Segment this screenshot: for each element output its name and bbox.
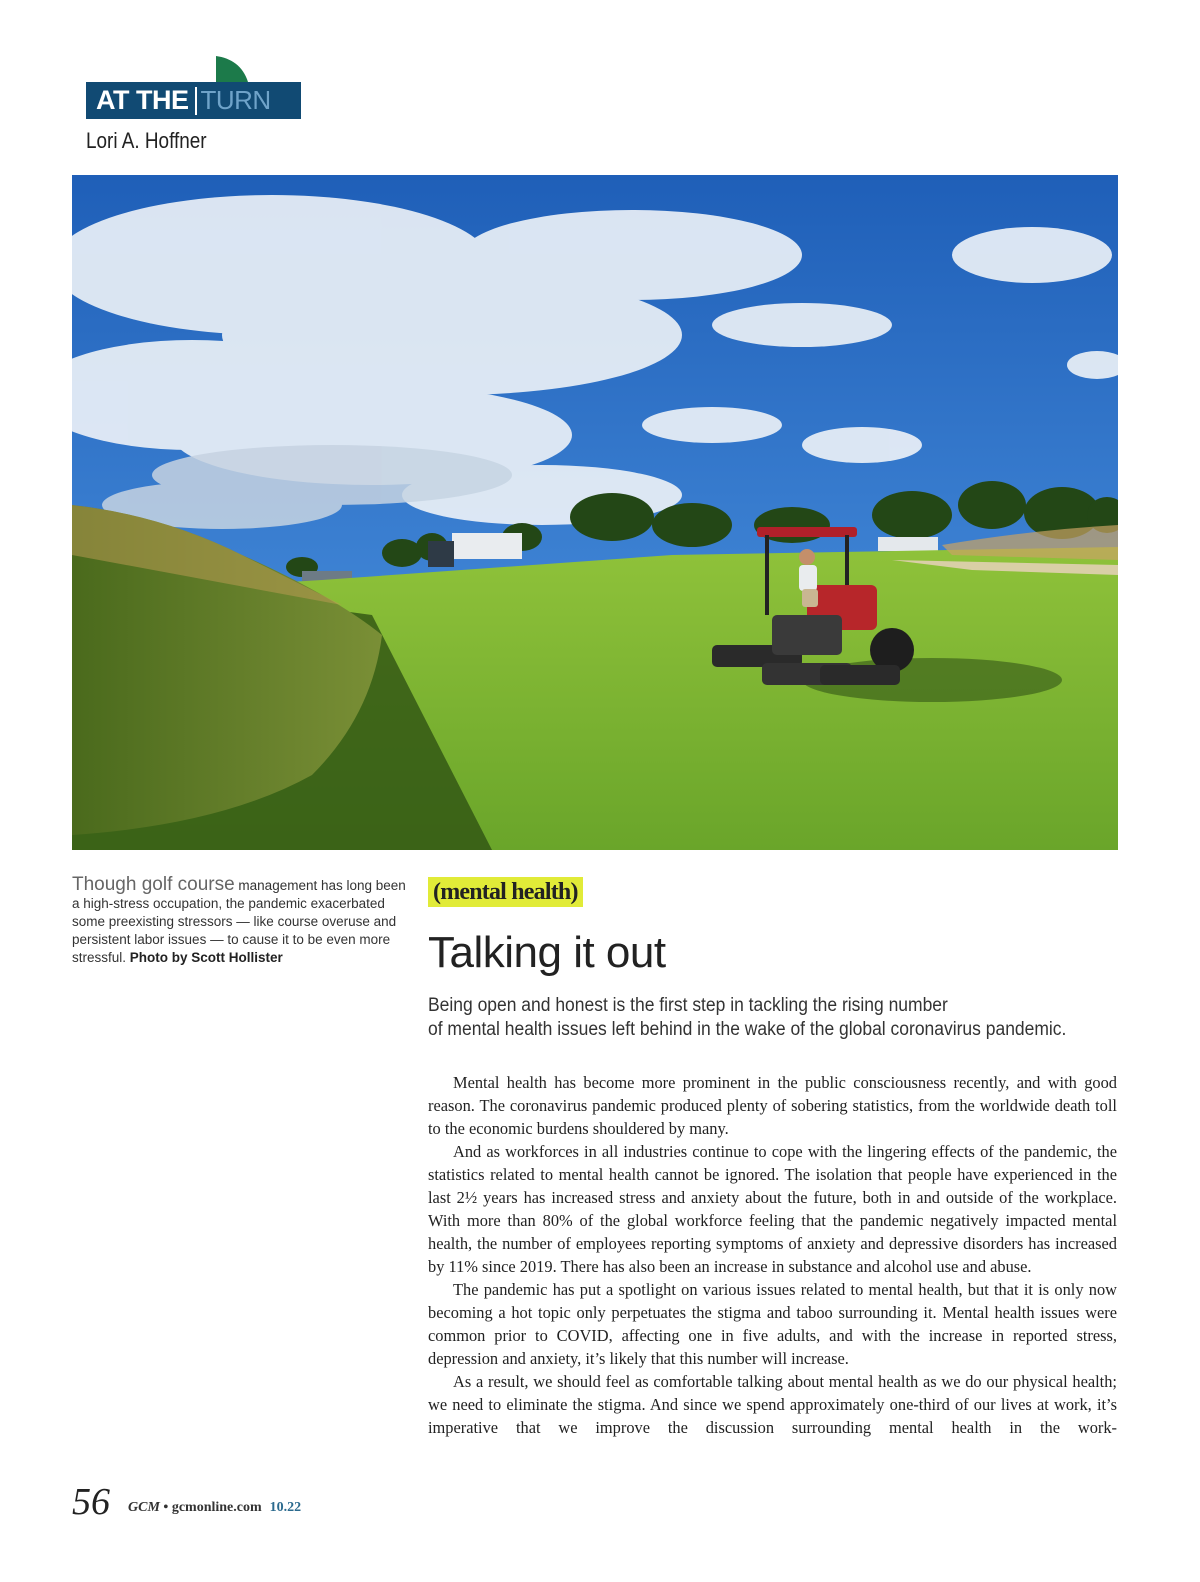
column-title-main: AT THE — [96, 85, 189, 115]
column-title-sub: TURN — [200, 85, 271, 115]
body-paragraph: As a result, we should feel as comfortable talking about mental health as we do our physical health; we need to eliminate the stigma. And since we spend approximately one-third of our lives at work, it’s imperative that we improve the discussion surrounding mental health in the work- — [428, 1372, 1117, 1437]
deck — [428, 994, 1090, 1042]
footer-line — [128, 1500, 301, 1516]
column-banner — [86, 82, 301, 119]
body-paragraph: The pandemic has put a spotlight on various issues related to mental health, but that it is only now becoming a hot topic only perpetuates the stigma and taboo surrounding it. Mental health issues were common prior to COVID, affecting one in five adults, and with the increase in reported stress, depression and anxiety, it’s likely that this number will increase. — [428, 1280, 1117, 1368]
footer-site-link[interactable]: gcmonline.com — [171, 1500, 262, 1515]
section-tag: (mental health) — [428, 877, 583, 907]
caption-text: management has long been a high-stress occupation, the pandemic exacerbated some preexisting stressors — like course overuse and persistent labor issues — to cause it to be even more stressful. — [72, 878, 406, 965]
body-paragraph: And as workforces in all industries continue to cope with the lingering effects of the pandemic, the statistics related to mental health cannot be ignored. The isolation that people have experienced in the last 2½ years has increased stress and anxiety about the future, both in and outside of the workplace. With more than 80% of the global workforce feeling that the pandemic negatively impacted mental health, the number of employees reporting symptoms of anxiety and depressive disorders has increased by 11% since 2019. There has also been an increase in substance and alcohol use and abuse. — [428, 1142, 1117, 1276]
flag-icon — [215, 56, 249, 82]
hero-photo — [72, 175, 1118, 850]
deck-line: Being open and honest is the first step in tackling the rising number — [428, 995, 948, 1016]
footer-issue-date: 10.22 — [269, 1500, 302, 1515]
column-divider — [195, 87, 197, 115]
page-number: 56 — [72, 1481, 110, 1523]
body-paragraph: Mental health has become more prominent in the public consciousness recently, and with good reason. The coronavirus pandemic produced plenty of sobering statistics, from the worldwide death toll to the economic burdens shouldered by many. — [428, 1073, 1117, 1138]
article-body — [428, 1071, 1117, 1439]
footer-magazine: GCM — [128, 1500, 160, 1515]
photo-credit: Photo by Scott Hollister — [129, 950, 283, 965]
photo-caption — [72, 876, 412, 967]
footer-bullet: • — [159, 1500, 172, 1515]
caption-lead: Though golf course — [72, 874, 235, 895]
author-name: Lori A. Hoffner — [86, 128, 207, 153]
headline: Talking it out — [428, 928, 666, 977]
deck-line: of mental health issues left behind in the wake of the global coronavirus pandemic. — [428, 1019, 1067, 1040]
